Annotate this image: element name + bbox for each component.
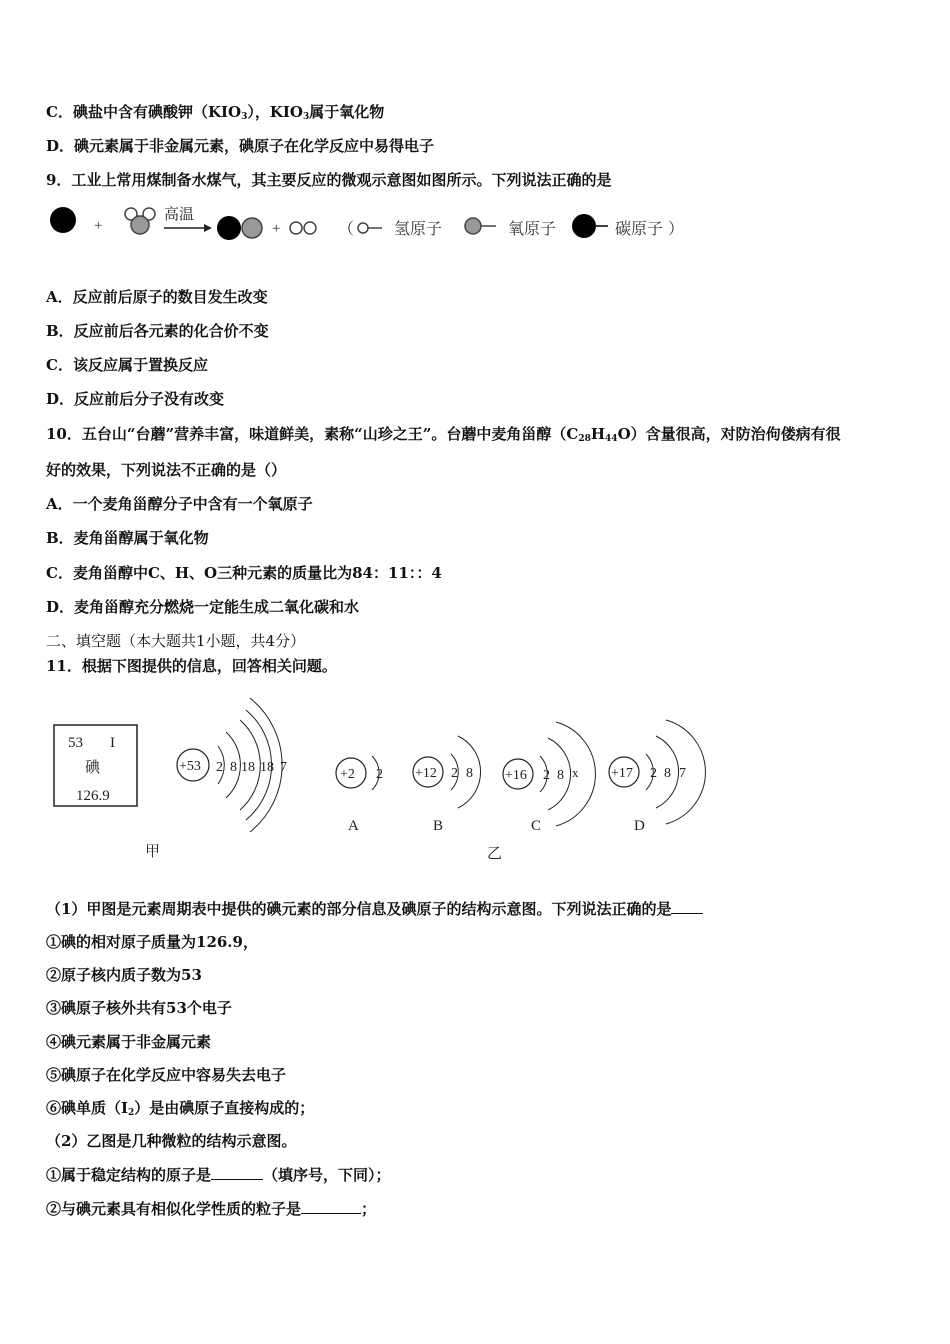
iodine-shell-5: 7 bbox=[280, 760, 287, 775]
particle-b-charge: +12 bbox=[415, 766, 437, 781]
legend-close-paren: ） bbox=[668, 221, 685, 238]
statement-6: ⑥碘单质$(I_2)$是由碘原子直接构成的； bbox=[46, 1099, 315, 1118]
q10-option-c: C．麦角甾醇中C、H、O三种元素的质量比为84：11：：4 bbox=[46, 564, 442, 582]
plus-sign-1: + bbox=[94, 218, 103, 234]
particle-c-label: C bbox=[531, 818, 542, 834]
q9-stem: 9．工业上常用煤制备水煤气，其主要反应的微观示意图如图所示。下列说法正确的是 bbox=[46, 171, 612, 189]
element-mass: 126.9 bbox=[76, 788, 110, 804]
particle-c-charge: +16 bbox=[505, 768, 527, 783]
element-number: 53 bbox=[68, 735, 83, 751]
q10-option-a: A．一个麦角甾醇分子中含有一个氧原子 bbox=[46, 495, 313, 513]
statement-5: ⑤碘原子在化学反应中容易失去电子 bbox=[46, 1066, 287, 1084]
answer-blank-sub1[interactable] bbox=[211, 1165, 263, 1180]
particle-c-shell-1: 2 bbox=[543, 768, 550, 783]
element-name: 碘 bbox=[85, 760, 101, 776]
q9-option-b: B．反应前后各元素的化合价不变 bbox=[46, 322, 269, 340]
particle-a-label: A bbox=[348, 818, 359, 834]
q10-option-d: D．麦角甾醇充分燃烧一定能生成二氧化碳和水 bbox=[46, 598, 360, 616]
iodine-shell-3: 18 bbox=[241, 760, 255, 775]
particle-a-charge: +2 bbox=[340, 767, 355, 782]
particle-b-shell-2: 8 bbox=[466, 766, 473, 781]
iodine-nucleus-charge: +53 bbox=[179, 759, 201, 774]
q10-stem-line1: 10．五台山“台蘑”营养丰富，味道鲜美，素称“山珍之王”。台蘑中麦角甾醇$(C_{28}H_{44}O)$含量很高，对防治佝偻病有很 bbox=[46, 425, 841, 444]
particle-d-shell-3: 7 bbox=[679, 766, 686, 781]
water-oxygen bbox=[131, 216, 149, 234]
legend-h-label: 氢原子 bbox=[394, 221, 443, 238]
reaction-diagram bbox=[40, 198, 720, 250]
h2-right bbox=[304, 222, 316, 234]
plus-sign-2: + bbox=[272, 221, 281, 237]
q9-option-a: A．反应前后原子的数目发生改变 bbox=[46, 288, 268, 306]
particle-b-shell-1: 2 bbox=[451, 766, 458, 781]
particle-d-shell-2: 8 bbox=[664, 766, 671, 781]
legend-open-paren: （ bbox=[338, 221, 355, 238]
legend-o-label: 氧原子 bbox=[508, 221, 557, 238]
iodine-shell-1: 2 bbox=[216, 760, 223, 775]
q9-option-d: D．反应前后分子没有改变 bbox=[46, 390, 225, 408]
particle-c-shell-3: x bbox=[572, 765, 579, 780]
co-carbon bbox=[217, 216, 241, 240]
legend-c-label: 碳原子 bbox=[615, 221, 664, 238]
condition-text: 高温 bbox=[164, 207, 195, 223]
statement-3: ③碘原子核外共有53个电子 bbox=[46, 999, 232, 1017]
particle-b-label: B bbox=[433, 818, 444, 834]
arrow-head bbox=[204, 224, 212, 232]
iodine-shell-2: 8 bbox=[230, 760, 237, 775]
answer-blank-sub2[interactable] bbox=[301, 1199, 361, 1214]
section-2-heading: 二、填空题（本大题共1小题，共4分） bbox=[46, 632, 306, 650]
q9-option-c: C．该反应属于置换反应 bbox=[46, 356, 208, 374]
q11-figure bbox=[40, 688, 720, 868]
statement-2: ②原子核内质子数为53 bbox=[46, 966, 202, 984]
statement-4: ④碘元素属于非金属元素 bbox=[46, 1033, 212, 1051]
h2-left bbox=[290, 222, 302, 234]
q8-option-c: C．碘盐中含有碘酸钾$(KIO_3)$，$KIO_3$属于氧化物 bbox=[46, 103, 385, 122]
q11-sub-question-2: ②与碘元素具有相似化学性质的粒子是 ； bbox=[46, 1200, 377, 1218]
statement-1: ①碘的相对原子质量为126.9， bbox=[46, 933, 258, 951]
particle-d-charge: +17 bbox=[611, 766, 633, 781]
q11-stem: 11．根据下图提供的信息，回答相关问题。 bbox=[46, 657, 337, 675]
particle-c-shell-2: 8 bbox=[557, 768, 564, 783]
q10-option-b: B．麦角甾醇属于氧化物 bbox=[46, 529, 209, 547]
particle-a-shell-1: 2 bbox=[376, 767, 383, 782]
particle-d-label: D bbox=[634, 818, 645, 834]
q11-part2-stem: （2）乙图是几种微粒的结构示意图。 bbox=[46, 1132, 297, 1150]
legend-c-icon bbox=[572, 214, 596, 238]
iodine-shell-4: 18 bbox=[260, 760, 274, 775]
q11-part1-stem: （1）甲图是元素周期表中提供的碘元素的部分信息及碘原子的结构示意图。下列说法正确的是 bbox=[46, 899, 703, 919]
answer-blank-part1[interactable] bbox=[671, 899, 703, 914]
element-symbol: I bbox=[110, 735, 115, 751]
caption-yi: 乙 bbox=[487, 846, 503, 862]
caption-jia: 甲 bbox=[145, 844, 161, 860]
particle-d-shell-1: 2 bbox=[650, 766, 657, 781]
legend-o-icon bbox=[465, 218, 481, 234]
q8-option-d: D．碘元素属于非金属元素，碘原子在化学反应中易得电子 bbox=[46, 137, 435, 155]
q10-stem-line2: 好的效果，下列说法不正确的是（） bbox=[46, 461, 287, 479]
q11-sub-question-1: ①属于稳定结构的原子是 （填序号，下同）； bbox=[46, 1166, 391, 1184]
legend-h-icon bbox=[358, 223, 368, 233]
carbon-atom-reactant bbox=[50, 207, 76, 233]
co-oxygen bbox=[242, 218, 262, 238]
